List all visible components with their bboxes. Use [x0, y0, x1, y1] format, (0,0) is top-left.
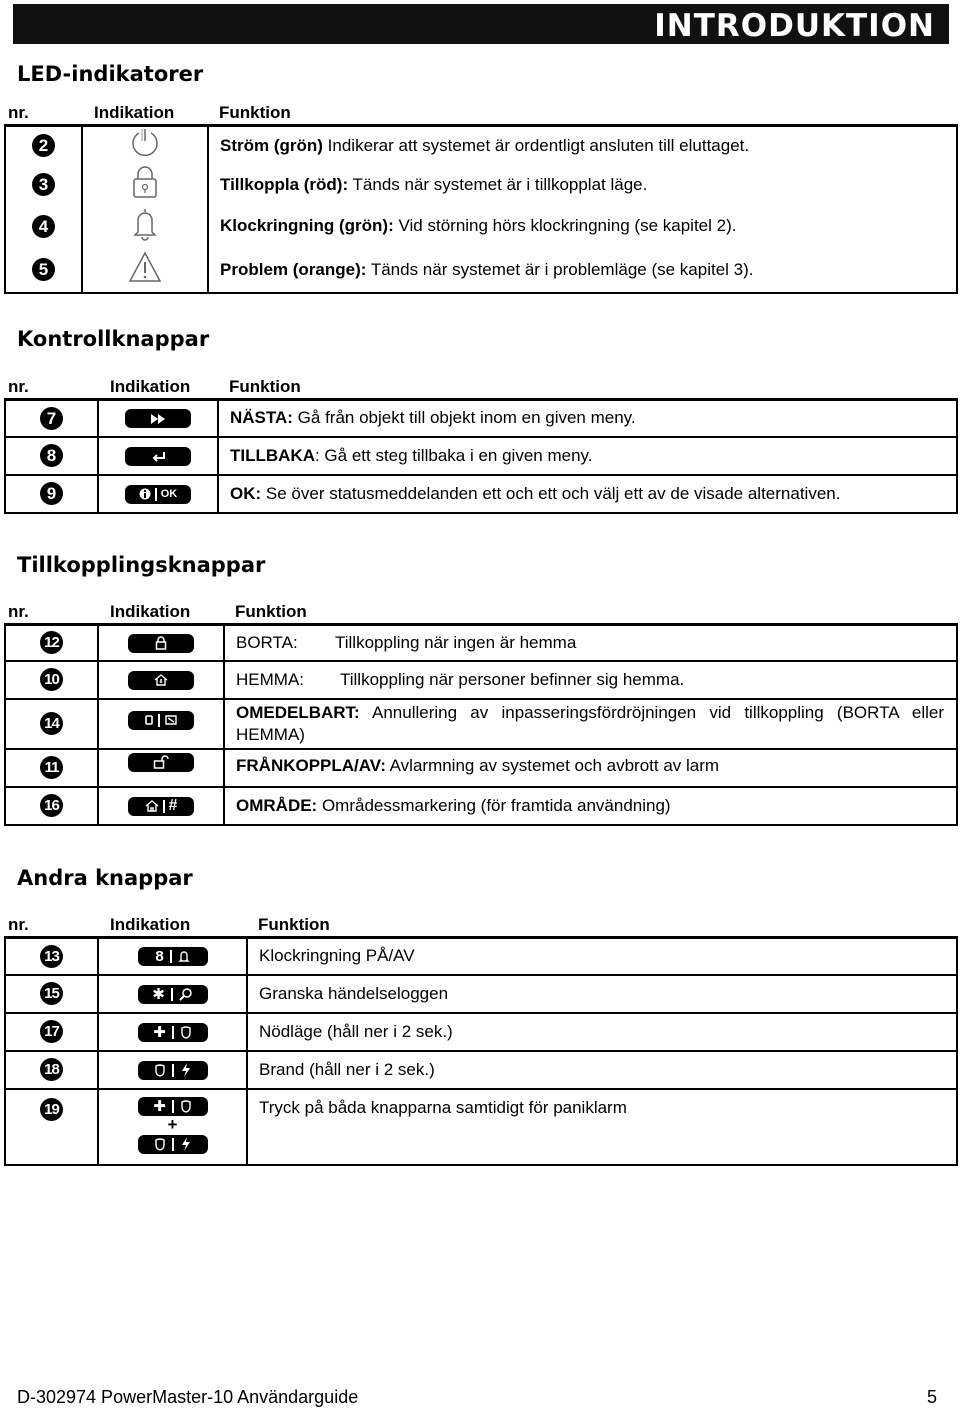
bell-icon	[129, 227, 161, 246]
row-number: 12	[40, 631, 63, 654]
footer-page-number: 5	[926, 1387, 937, 1407]
table-row	[5, 1089, 957, 1165]
fire-icon	[138, 1061, 208, 1080]
instant-icon	[128, 711, 194, 730]
row-number: 7	[40, 407, 63, 430]
log-icon: ✱	[138, 985, 208, 1004]
row-function: Granska händelseloggen	[247, 975, 957, 1013]
row-function: Tillkoppla (röd): Tänds när systemet är i tillkopplat läge.	[208, 164, 957, 205]
table-row	[5, 164, 957, 205]
section-title-led: LED-indikatorer	[17, 62, 204, 86]
table-row	[5, 661, 957, 699]
kontroll-table	[4, 372, 958, 514]
row-function: BORTA: Tillkoppling när ingen är hemma	[224, 625, 957, 661]
row-function: OK: Se över statusmeddelanden ett och ett och välj ett av de visade alternativen.	[218, 475, 957, 513]
lock-icon	[129, 185, 161, 204]
table-row	[5, 437, 957, 475]
row-number: 19	[40, 1098, 63, 1121]
table-row	[5, 400, 957, 437]
table-header	[5, 597, 957, 625]
section-title-kontroll: Kontrollknappar	[17, 327, 210, 351]
andra-table	[4, 910, 958, 1166]
fire-key-icon	[138, 1135, 208, 1154]
header-nr: nr.	[5, 910, 98, 938]
header-indikation: Indikation	[98, 372, 218, 400]
row-function: OMEDELBART: Annullering av inpasseringsfördröjningen vid tillkoppling (BORTA eller HEMMA)	[224, 699, 957, 749]
row-number: 8	[40, 444, 63, 467]
next-icon	[125, 409, 191, 428]
row-function: OMRÅDE: Områdessmarkering (för framtida användning)	[224, 787, 957, 825]
unlock-icon	[128, 753, 194, 772]
table-row	[5, 699, 957, 749]
led-table	[4, 98, 958, 294]
row-function: NÄSTA: Gå från objekt till objekt inom en given meny.	[218, 400, 957, 437]
emergency-key-icon: ✚	[138, 1097, 208, 1116]
page-title: INTRODUKTION	[654, 8, 935, 44]
warning-icon	[127, 269, 163, 288]
row-function: Brand (håll ner i 2 sek.)	[247, 1051, 957, 1089]
table-header	[5, 98, 957, 126]
header-indikation: Indikation	[98, 597, 224, 625]
away-lock-icon	[128, 634, 194, 653]
table-row	[5, 1051, 957, 1089]
table-row	[5, 975, 957, 1013]
back-icon	[125, 447, 191, 466]
section-title-andra: Andra knappar	[17, 866, 193, 890]
row-function: Tryck på båda knapparna samtidigt för paniklarm	[247, 1089, 957, 1165]
header-indikation: Indikation	[98, 910, 247, 938]
row-number: 10	[40, 668, 63, 691]
table-row	[5, 938, 957, 975]
row-function: Nödläge (håll ner i 2 sek.)	[247, 1013, 957, 1051]
header-nr: nr.	[5, 372, 98, 400]
row-number: 4	[32, 215, 55, 238]
table-header	[5, 372, 957, 400]
row-number: 15	[40, 982, 63, 1005]
chime-icon: 8	[138, 947, 208, 966]
table-row	[5, 625, 957, 661]
footer-doc-id: D-302974 PowerMaster-10 Användarguide	[17, 1387, 359, 1407]
table-row	[5, 787, 957, 825]
header-indikation: Indikation	[82, 98, 208, 126]
row-number: 14	[40, 712, 63, 735]
row-function: HEMMA: Tillkoppling när personer befinner sig hemma.	[224, 661, 957, 699]
row-number: 9	[40, 482, 63, 505]
row-number: 17	[40, 1020, 63, 1043]
table-row	[5, 1013, 957, 1051]
header-nr: nr.	[5, 98, 82, 126]
header-funktion: Funktion	[208, 98, 957, 126]
section-title-tillkoppling: Tillkopplingsknappar	[17, 553, 266, 577]
tillkoppling-table	[4, 597, 958, 826]
header-funktion: Funktion	[218, 372, 957, 400]
home-icon	[128, 671, 194, 690]
table-row	[5, 126, 957, 165]
table-header	[5, 910, 957, 938]
row-function: Klockringning (grön): Vid störning hörs klockringning (se kapitel 2).	[208, 205, 957, 247]
row-number: 5	[32, 258, 55, 281]
table-row	[5, 749, 957, 787]
header-nr: nr.	[5, 597, 98, 625]
table-row	[5, 205, 957, 247]
header-funktion: Funktion	[247, 910, 957, 938]
row-function: Ström (grön) Indikerar att systemet är ordentligt ansluten till eluttaget.	[208, 126, 957, 165]
row-function: FRÅNKOPPLA/AV: Avlarmning av systemet och avbrott av larm	[224, 749, 957, 787]
power-icon	[128, 144, 162, 163]
row-number: 16	[40, 794, 63, 817]
row-function: TILLBAKA: Gå ett steg tillbaka i en given meny.	[218, 437, 957, 475]
area-icon: #	[128, 797, 194, 816]
row-number: 3	[32, 173, 55, 196]
row-number: 2	[32, 134, 55, 157]
row-function: Klockringning PÅ/AV	[247, 938, 957, 975]
table-row	[5, 475, 957, 513]
plus-sign: +	[167, 1114, 178, 1134]
header-funktion: Funktion	[224, 597, 957, 625]
info-ok-icon: OK	[125, 485, 191, 504]
header-bar	[13, 4, 949, 44]
row-number: 18	[40, 1058, 63, 1081]
panic-icon	[98, 1089, 247, 1165]
row-number: 11	[40, 756, 63, 779]
table-row	[5, 247, 957, 293]
emergency-icon: ✚	[138, 1023, 208, 1042]
row-function: Problem (orange): Tänds när systemet är i problemläge (se kapitel 3).	[208, 247, 957, 293]
row-number: 13	[40, 945, 63, 968]
